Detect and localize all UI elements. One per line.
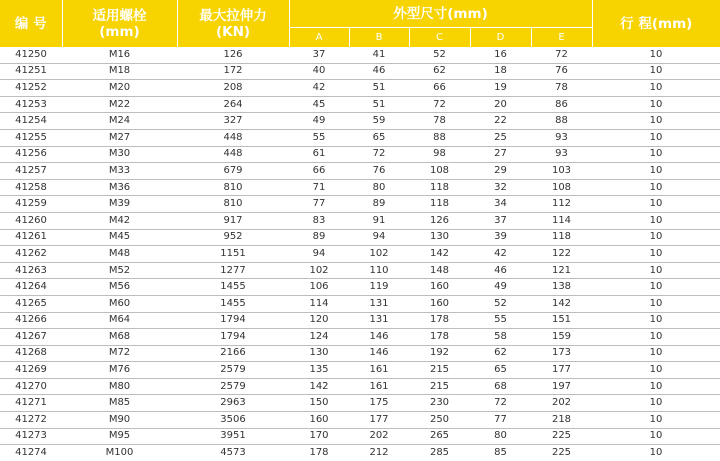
cell-e: 78 [531, 80, 592, 97]
cell-id: 41254 [0, 113, 62, 130]
cell-stroke: 10 [592, 246, 720, 263]
cell-bolt: M85 [62, 395, 177, 412]
cell-d: 39 [470, 229, 531, 246]
cell-d: 80 [470, 428, 531, 445]
cell-e: 118 [531, 229, 592, 246]
cell-stroke: 10 [592, 80, 720, 97]
cell-id: 41259 [0, 196, 62, 213]
cell-id: 41257 [0, 163, 62, 180]
table-row [0, 129, 720, 146]
cell-a: 89 [289, 229, 349, 246]
cell-b: 41 [349, 47, 409, 63]
cell-b: 175 [349, 395, 409, 412]
cell-b: 51 [349, 80, 409, 97]
cell-force: 2166 [177, 345, 289, 362]
cell-bolt: M68 [62, 329, 177, 346]
cell-stroke: 10 [592, 146, 720, 163]
table-body [0, 47, 720, 461]
cell-e: 103 [531, 163, 592, 180]
table-row [0, 146, 720, 163]
table-row [0, 246, 720, 263]
table-row [0, 312, 720, 329]
cell-stroke: 10 [592, 96, 720, 113]
cell-a: 170 [289, 428, 349, 445]
cell-stroke: 10 [592, 312, 720, 329]
cell-bolt: M27 [62, 129, 177, 146]
cell-b: 131 [349, 312, 409, 329]
cell-force: 4573 [220, 447, 246, 459]
cell-b: 161 [349, 378, 409, 395]
cell-bolt: M80 [62, 378, 177, 395]
cell-stroke: 10 [592, 295, 720, 312]
cell-c: 230 [409, 395, 470, 412]
cell-d: 46 [470, 262, 531, 279]
cell-stroke: 10 [592, 279, 720, 296]
cell-e: 122 [531, 246, 592, 263]
table-row [0, 345, 720, 362]
cell-bolt: M56 [62, 279, 177, 296]
cell-force: 3951 [177, 428, 289, 445]
cell-d: 20 [470, 96, 531, 113]
cell-c: 160 [409, 279, 470, 296]
cell-c: 126 [409, 212, 470, 229]
cell-d: 27 [470, 146, 531, 163]
cell-e: 121 [531, 262, 592, 279]
table-row [0, 378, 720, 395]
cell-d: 52 [470, 295, 531, 312]
cell-stroke: 10 [649, 447, 663, 459]
cell-bolt: M64 [62, 312, 177, 329]
cell-id: 41264 [0, 279, 62, 296]
cell-c: 160 [409, 295, 470, 312]
cell-b: 146 [349, 345, 409, 362]
cell-c: 62 [409, 63, 470, 80]
cell-id: 41262 [0, 246, 62, 263]
cell-e: 76 [531, 63, 592, 80]
table-row [0, 395, 720, 412]
cell-bolt: M72 [62, 345, 177, 362]
cell-id: 41252 [0, 80, 62, 97]
cell-b: 102 [349, 246, 409, 263]
cell-id: 41270 [0, 378, 62, 395]
cell-force: 448 [177, 129, 289, 146]
cell-force: 810 [177, 179, 289, 196]
cell-id: 41272 [0, 412, 62, 429]
cell-e: 202 [531, 395, 592, 412]
cell-a: 66 [289, 163, 349, 180]
col-b-header: B [349, 28, 409, 48]
cell-a: 94 [289, 246, 349, 263]
cell-id: 41258 [0, 179, 62, 196]
cell-bolt: M18 [62, 63, 177, 80]
cell-d: 85 [494, 447, 507, 459]
cell-d: 25 [470, 129, 531, 146]
cell-d: 37 [470, 212, 531, 229]
cell-e: 197 [531, 378, 592, 395]
cell-a: 77 [289, 196, 349, 213]
cell-id: 41269 [0, 362, 62, 379]
cell-c: 118 [409, 179, 470, 196]
cell-stroke: 10 [592, 47, 720, 63]
cell-stroke: 10 [592, 329, 720, 346]
table-row [0, 229, 720, 246]
cell-c: 265 [409, 428, 470, 445]
cell-b: 110 [349, 262, 409, 279]
table-row [0, 179, 720, 196]
cell-force: 1794 [177, 312, 289, 329]
cell-b: 212 [369, 447, 389, 459]
cell-a: 83 [289, 212, 349, 229]
cell-e: 112 [531, 196, 592, 213]
col-e-header: E [531, 28, 592, 48]
cell-stroke: 10 [592, 428, 720, 445]
cell-e: 218 [531, 412, 592, 429]
cell-e: 225 [551, 447, 572, 459]
cell-stroke: 10 [592, 212, 720, 229]
col-force-label: 最大拉伸力 (KN) [199, 7, 267, 40]
cell-stroke: 10 [592, 345, 720, 362]
cell-c: 66 [409, 80, 470, 97]
cell-bolt: M22 [62, 96, 177, 113]
cell-b: 72 [349, 146, 409, 163]
cell-b: 161 [349, 362, 409, 379]
cell-d: 68 [470, 378, 531, 395]
cell-a: 114 [289, 295, 349, 312]
cell-force: 679 [177, 163, 289, 180]
cell-id: 41261 [0, 229, 62, 246]
cell-c: 215 [409, 362, 470, 379]
cell-force: 1794 [177, 329, 289, 346]
cell-b: 51 [349, 96, 409, 113]
cell-stroke: 10 [592, 362, 720, 379]
cell-e: 142 [531, 295, 592, 312]
cell-force: 1455 [177, 279, 289, 296]
cell-force: 208 [177, 80, 289, 97]
cell-bolt: M90 [62, 412, 177, 429]
table-row [0, 329, 720, 346]
cell-force: 1151 [177, 246, 289, 263]
cell-e: 93 [531, 146, 592, 163]
cell-force: 810 [177, 196, 289, 213]
cell-e: 93 [531, 129, 592, 146]
cell-id: 41253 [0, 96, 62, 113]
cell-c: 52 [409, 47, 470, 63]
cell-force: 1455 [177, 295, 289, 312]
cell-e: 177 [531, 362, 592, 379]
cell-a: 37 [289, 47, 349, 63]
cell-id: 41256 [0, 146, 62, 163]
table-row [0, 279, 720, 296]
cell-bolt: M60 [62, 295, 177, 312]
cell-force: 952 [177, 229, 289, 246]
table-row [0, 113, 720, 130]
cell-e: 88 [531, 113, 592, 130]
col-c-header: C [409, 28, 470, 48]
cell-force: 2963 [177, 395, 289, 412]
cell-bolt: M52 [62, 262, 177, 279]
cell-c: 98 [409, 146, 470, 163]
table-row [0, 445, 720, 461]
cell-b: 89 [349, 196, 409, 213]
cell-c: 142 [409, 246, 470, 263]
cell-force: 126 [177, 47, 289, 63]
cell-c: 192 [409, 345, 470, 362]
cell-bolt: M24 [62, 113, 177, 130]
cell-stroke: 10 [592, 395, 720, 412]
cell-bolt: M76 [62, 362, 177, 379]
col-dims-header: 外型尺寸(mm) [289, 0, 592, 28]
table-row [0, 262, 720, 279]
col-id-header: 编 号 [0, 0, 62, 47]
cell-c: 108 [409, 163, 470, 180]
cell-a: 178 [309, 447, 329, 459]
cell-bolt: M45 [62, 229, 177, 246]
cell-d: 62 [470, 345, 531, 362]
cell-e: 225 [531, 428, 592, 445]
cell-e: 173 [531, 345, 592, 362]
cell-id: 41263 [0, 262, 62, 279]
cell-e: 72 [531, 47, 592, 63]
cell-bolt: M36 [62, 179, 177, 196]
cell-bolt: M30 [62, 146, 177, 163]
cell-stroke: 10 [592, 412, 720, 429]
cell-force: 264 [177, 96, 289, 113]
cell-bolt: M95 [62, 428, 177, 445]
cell-a: 160 [289, 412, 349, 429]
cell-id: 41255 [0, 129, 62, 146]
cell-c: 118 [409, 196, 470, 213]
cell-stroke: 10 [592, 229, 720, 246]
table-row [0, 96, 720, 113]
cell-a: 124 [289, 329, 349, 346]
cell-b: 131 [349, 295, 409, 312]
cell-bolt: M42 [62, 212, 177, 229]
cell-a: 106 [289, 279, 349, 296]
cell-b: 177 [349, 412, 409, 429]
cell-c: 148 [409, 262, 470, 279]
cell-a: 45 [289, 96, 349, 113]
cell-d: 65 [470, 362, 531, 379]
col-force-header [177, 0, 289, 47]
cell-bolt: M48 [62, 246, 177, 263]
cell-e: 108 [531, 179, 592, 196]
table-row [0, 63, 720, 80]
cell-d: 49 [470, 279, 531, 296]
table-row [0, 196, 720, 213]
cell-bolt: M20 [62, 80, 177, 97]
cell-b: 46 [349, 63, 409, 80]
col-bolt-label: 适用螺栓 (mm) [92, 7, 147, 40]
cell-e: 114 [531, 212, 592, 229]
cell-a: 130 [289, 345, 349, 362]
cell-force: 2579 [177, 362, 289, 379]
cell-d: 77 [470, 412, 531, 429]
header-row [0, 0, 720, 28]
cell-force: 3506 [177, 412, 289, 429]
cell-e: 138 [531, 279, 592, 296]
cell-bolt: M33 [62, 163, 177, 180]
col-bolt-header [62, 0, 177, 47]
cell-force: 172 [177, 63, 289, 80]
cell-a: 40 [289, 63, 349, 80]
table-row [0, 295, 720, 312]
cell-a: 150 [289, 395, 349, 412]
cell-id: 41273 [0, 428, 62, 445]
cell-b: 80 [349, 179, 409, 196]
cell-d: 34 [470, 196, 531, 213]
cell-e: 151 [531, 312, 592, 329]
cell-a: 142 [289, 378, 349, 395]
cell-a: 55 [289, 129, 349, 146]
cell-d: 58 [470, 329, 531, 346]
cell-c: 250 [409, 412, 470, 429]
table-row [0, 412, 720, 429]
cell-id: 41250 [0, 47, 62, 63]
table-row [0, 428, 720, 445]
cell-id: 41274 [15, 447, 47, 459]
cell-b: 146 [349, 329, 409, 346]
cell-id: 41265 [0, 295, 62, 312]
cell-id: 41251 [0, 63, 62, 80]
cell-a: 42 [289, 80, 349, 97]
cell-force: 327 [177, 113, 289, 130]
cell-stroke: 10 [592, 196, 720, 213]
cell-c: 178 [409, 312, 470, 329]
cell-bolt: M100 [105, 447, 134, 459]
cell-a: 135 [289, 362, 349, 379]
cell-a: 61 [289, 146, 349, 163]
cell-id: 41266 [0, 312, 62, 329]
cell-c: 88 [409, 129, 470, 146]
cell-force: 917 [177, 212, 289, 229]
cell-e: 86 [531, 96, 592, 113]
cell-b: 94 [349, 229, 409, 246]
cell-bolt: M39 [62, 196, 177, 213]
cell-d: 18 [470, 63, 531, 80]
cell-b: 59 [349, 113, 409, 130]
cell-stroke: 10 [592, 63, 720, 80]
cell-b: 91 [349, 212, 409, 229]
cell-e: 159 [531, 329, 592, 346]
cell-force: 448 [177, 146, 289, 163]
cell-stroke: 10 [592, 129, 720, 146]
cell-b: 119 [349, 279, 409, 296]
cell-bolt: M16 [62, 47, 177, 63]
cell-d: 29 [470, 163, 531, 180]
cell-d: 22 [470, 113, 531, 130]
cell-force: 1277 [177, 262, 289, 279]
cell-a: 49 [289, 113, 349, 130]
cell-stroke: 10 [592, 113, 720, 130]
cell-d: 72 [470, 395, 531, 412]
cell-stroke: 10 [592, 179, 720, 196]
cell-c: 78 [409, 113, 470, 130]
cell-force: 2579 [177, 378, 289, 395]
cell-id: 41260 [0, 212, 62, 229]
cell-a: 71 [289, 179, 349, 196]
table-row [0, 80, 720, 97]
cell-a: 102 [289, 262, 349, 279]
cell-d: 32 [470, 179, 531, 196]
col-a-header: A [289, 28, 349, 48]
cell-stroke: 10 [592, 262, 720, 279]
cell-b: 65 [349, 129, 409, 146]
cell-b: 202 [349, 428, 409, 445]
cell-c: 178 [409, 329, 470, 346]
table-row [0, 47, 720, 63]
cell-c: 285 [429, 447, 450, 459]
cell-a: 120 [289, 312, 349, 329]
cell-c: 215 [409, 378, 470, 395]
col-stroke-header: 行 程(mm) [592, 0, 720, 47]
cell-id: 41268 [0, 345, 62, 362]
cell-d: 19 [470, 80, 531, 97]
cell-d: 16 [470, 47, 531, 63]
cell-d: 42 [470, 246, 531, 263]
table-row [0, 362, 720, 379]
table-row [0, 212, 720, 229]
cell-stroke: 10 [592, 378, 720, 395]
cell-stroke: 10 [592, 163, 720, 180]
cell-c: 72 [409, 96, 470, 113]
cell-id: 41267 [0, 329, 62, 346]
col-d-header: D [470, 28, 531, 48]
cell-b: 76 [349, 163, 409, 180]
table-row [0, 163, 720, 180]
cell-id: 41271 [0, 395, 62, 412]
cell-c: 130 [409, 229, 470, 246]
cell-d: 55 [470, 312, 531, 329]
